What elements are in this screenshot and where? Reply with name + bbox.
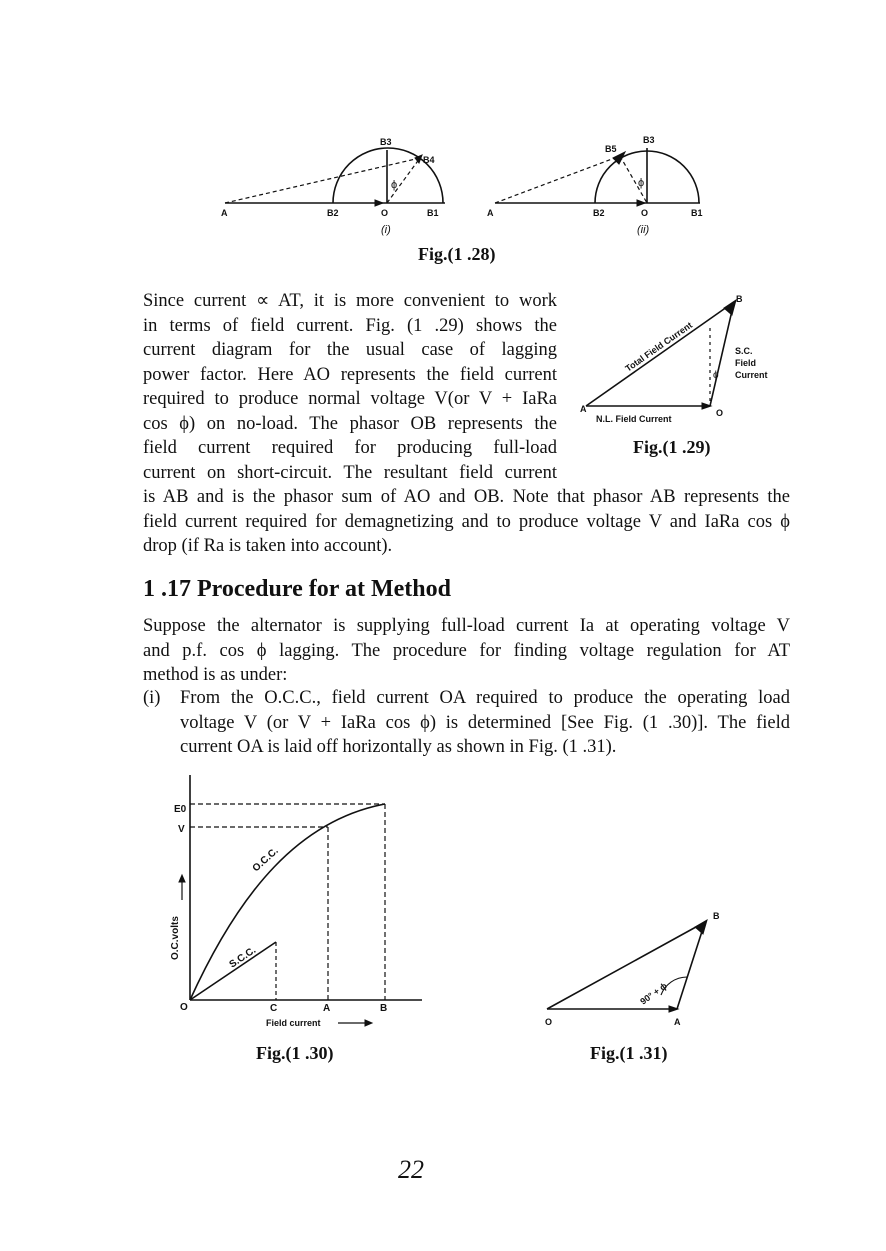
- intro-line-1: Suppose the alternator is supplying full-load current Ia at operating voltage V: [143, 616, 790, 636]
- fig30-xaxis-label: Field current: [266, 1018, 321, 1028]
- figure-1-31: [535, 905, 735, 1035]
- para1-line-4: power factor. Here AO represents the field current: [143, 364, 557, 385]
- page-number: 22: [398, 1155, 424, 1184]
- figure-1-29: [572, 288, 792, 438]
- para1-line-2: in terms of field current. Fig. (1 .29) shows the: [143, 315, 557, 336]
- fig28-left-sublabel: (i): [381, 224, 391, 236]
- fig30-yaxis-label: O.C.volts: [170, 916, 181, 960]
- fig29-nl-label: N.L. Field Current: [596, 414, 672, 424]
- fig29-caption: Fig.(1 .29): [633, 437, 711, 457]
- fig30-e0: E0: [174, 804, 187, 815]
- fig28-right-b1: B1: [691, 208, 703, 218]
- fig30-c: C: [270, 1003, 278, 1014]
- fig28-left-phi: ϕ: [391, 179, 398, 191]
- para1-line-3: current diagram for the usual case of lagging: [143, 340, 557, 360]
- para1-line-8: current on short-circuit. The resultant field current: [143, 462, 557, 483]
- item-line-3: current OA is laid off horizontally as shown in Fig. (1 .31).: [180, 737, 617, 757]
- fig31-a: A: [674, 1017, 681, 1027]
- fig28-left-b1: B1: [427, 208, 439, 218]
- fig31-phasors: [547, 920, 707, 1012]
- fig29-total-label: Total Field Current: [623, 319, 695, 374]
- para1-line-5: required to produce normal voltage V(or V + IaRa: [143, 389, 557, 409]
- fig28-left-a: A: [221, 208, 228, 218]
- item-line-1: From the O.C.C., field current OA required to produce the operating load: [180, 688, 790, 708]
- list-item-marker: (i): [143, 688, 161, 708]
- section-heading: 1 .17 Procedure for at Method: [143, 576, 451, 602]
- fig28-right-o: O: [641, 208, 649, 218]
- fig28-right-diagram: [495, 148, 700, 206]
- intro-line-3: method is as under:: [143, 665, 288, 685]
- fig31-b: B: [713, 911, 720, 921]
- fig31-caption: Fig.(1 .31): [590, 1043, 668, 1063]
- fig28-left-b4: B4: [423, 155, 435, 165]
- fig28-right-b3: B3: [643, 135, 655, 145]
- fig28-caption: Fig.(1 .28): [418, 244, 496, 264]
- fig29-b: B: [736, 294, 743, 304]
- fig30-scc-label: S.C.C.: [227, 944, 259, 971]
- fig30-axes-and-curves: [179, 775, 422, 1026]
- para1-line-10: field current required for demagnetizing and to produce voltage V and IaRa cos ϕ: [143, 511, 790, 532]
- fig28-right-phi: ϕ: [638, 177, 645, 189]
- fig29-sc-label-2: Field: [735, 358, 757, 368]
- fig28-left-b3: B3: [380, 137, 392, 147]
- fig29-sc-label-3: Current: [735, 370, 768, 380]
- fig31-angle-label: 90° + ϕ: [638, 980, 669, 1007]
- section-intro: [143, 614, 790, 688]
- para1-line-1: Since current ∝ AT, it is more convenient to work: [143, 291, 557, 311]
- fig29-sc-label-1: S.C.: [735, 346, 753, 356]
- fig28-right-b5: B5: [605, 144, 617, 154]
- fig28-right-a: A: [487, 208, 494, 218]
- list-item-text: [180, 686, 790, 760]
- fig28-left-diagram: [225, 148, 445, 206]
- paragraph-1-wide: [143, 485, 790, 559]
- fig30-occ-label: O.C.C.: [250, 845, 281, 875]
- fig30-b: B: [380, 1003, 388, 1014]
- fig29-o: O: [716, 408, 724, 418]
- fig29-phi: ϕ: [713, 370, 719, 381]
- fig28-right-sublabel: (ii): [637, 224, 650, 236]
- para1-line-7: field current required for producing full-load: [143, 438, 557, 458]
- fig28-right-b2: B2: [593, 208, 605, 218]
- fig30-o: O: [180, 1002, 188, 1013]
- fig28-left-b2: B2: [327, 208, 339, 218]
- fig30-caption: Fig.(1 .30): [256, 1043, 334, 1063]
- fig28-left-o: O: [381, 208, 389, 218]
- fig31-o: O: [545, 1017, 553, 1027]
- intro-line-2: and p.f. cos ϕ lagging. The procedure for finding voltage regulation for AT: [143, 640, 790, 661]
- para1-line-6: cos ϕ) on no-load. The phasor OB represents the: [143, 413, 557, 434]
- fig30-v: V: [178, 824, 185, 835]
- fig30-a: A: [323, 1003, 331, 1014]
- figure-1-28: [215, 128, 715, 248]
- item-line-2: voltage V (or V + IaRa cos ϕ) is determined [See Fig. (1 .30)]. The field: [180, 712, 790, 733]
- para1-line-11: drop (if Ra is taken into account).: [143, 536, 393, 556]
- paragraph-1-narrow: [143, 289, 557, 485]
- fig29-phasors: [586, 300, 736, 409]
- figure-1-30: [160, 770, 440, 1035]
- fig29-a: A: [580, 404, 587, 414]
- para1-line-9: is AB and is the phasor sum of AO and OB. Note that phasor AB represents the: [143, 487, 790, 507]
